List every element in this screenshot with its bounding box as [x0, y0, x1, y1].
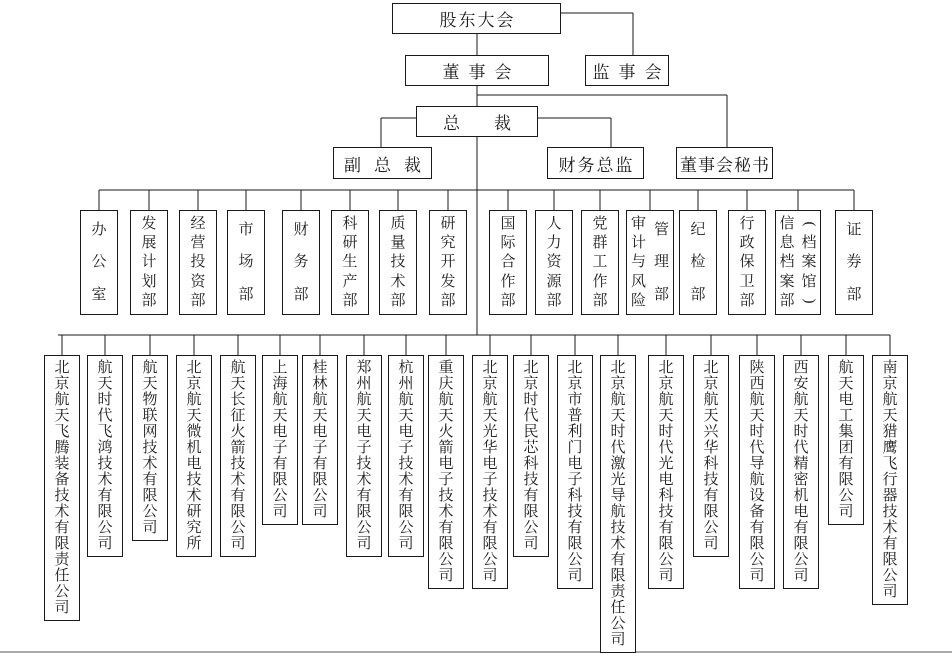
supervisory-board-box: [585, 55, 669, 86]
department-box: [728, 210, 766, 315]
company-box: [648, 355, 684, 589]
scan-edge-artifact: [0, 651, 952, 653]
department-box: [489, 210, 527, 315]
vertical-text-column: 郑 州 航 天 电 子 技 术 有 限 公 司: [356, 360, 372, 552]
company-box: [176, 355, 212, 557]
department-box: [679, 210, 717, 315]
vertical-text-column: 航 天 物 联 网 技 术 有 限 公 司: [142, 360, 158, 536]
vertical-text-column: 科 研 生 产 部: [342, 215, 358, 310]
company-box: [600, 355, 636, 653]
vertical-text-column: 北 京 航 天 兴 华 科 技 有 限 公 司: [703, 360, 719, 552]
vertical-text-column: 研 究 开 发 部: [440, 215, 456, 310]
company-box: [513, 355, 549, 557]
company-box: [428, 355, 464, 589]
company-box: [87, 355, 123, 557]
vertical-text-column: 桂 林 航 天 电 子 有 限 公 司: [312, 360, 328, 520]
vertical-text-column: 办 公 室: [91, 222, 107, 303]
company-box: [44, 355, 80, 621]
vertical-text-column: 航 天 长 征 火 箭 技 术 有 限 公 司: [230, 360, 246, 552]
vertical-text-column: 市 场 部: [238, 222, 254, 303]
vertical-text-column: 国 际 合 作 部: [500, 215, 516, 310]
company-box: [132, 355, 168, 541]
vertical-text-column: 审 计 与 风 险: [630, 215, 646, 310]
department-box: [626, 210, 674, 315]
vertical-text-column: 西 安 航 天 时 代 精 密 机 电 有 限 公 司: [793, 360, 809, 584]
vertical-text-column: 杭 州 航 天 电 子 技 术 有 限 公 司: [398, 360, 414, 552]
vertical-text-column: 信 息 档 案 部: [779, 215, 795, 310]
department-box: [130, 210, 168, 315]
department-box: [331, 210, 369, 315]
department-box: [835, 210, 873, 315]
department-box: [80, 210, 118, 315]
department-box: [227, 210, 265, 315]
company-box: [557, 355, 593, 589]
department-box: [775, 210, 821, 315]
company-box: [262, 355, 298, 525]
board-of-directors-label: 董事会: [442, 63, 521, 82]
vertical-text-column: 北 京 航 天 光 华 电 子 技 术 有 限 公 司: [482, 360, 498, 584]
vertical-text-column: 北 京 时 代 民 芯 科 技 有 限 公 司: [523, 360, 539, 552]
board-of-directors-box: [405, 55, 549, 86]
vertical-text-column: 发 展 计 划 部: [141, 215, 157, 310]
vertical-text-column: ( 档 案 馆 ): [801, 221, 817, 304]
supervisory-board-label: 监事会: [592, 63, 671, 82]
vertical-text-column: 证 券 部: [846, 222, 862, 303]
department-box: [429, 210, 467, 315]
vice-president-label: 副总裁: [344, 155, 434, 175]
company-box: [472, 355, 508, 589]
company-box: [739, 355, 775, 589]
department-box: [581, 210, 619, 315]
company-box: [693, 355, 729, 557]
company-box: [302, 355, 338, 525]
vertical-text-column: 航 天 电 工 集 团 有 限 公 司: [838, 360, 854, 520]
vertical-text-column: 北 京 航 天 时 代 光 电 科 技 有 限 公 司: [658, 360, 674, 584]
company-box: [346, 355, 382, 557]
shareholders-meeting-label: 股东大会: [439, 11, 516, 30]
vertical-text-column: 北 京 航 天 时 代 激 光 导 航 技 术 有 限 责 任 公 司: [610, 360, 626, 648]
vertical-text-column: 陕 西 航 天 时 代 导 航 设 备 有 限 公 司: [749, 360, 765, 584]
vertical-text-column: 质 量 技 术 部: [390, 215, 406, 310]
finance-director-box: [547, 147, 644, 179]
company-box: [388, 355, 424, 557]
finance-director-label: 财务总监: [558, 155, 635, 175]
vice-president-box: [333, 147, 432, 179]
vertical-text-column: 北 京 航 天 飞 腾 装 备 技 术 有 限 责 任 公 司: [54, 360, 70, 616]
vertical-text-column: 财 务 部: [293, 222, 309, 303]
vertical-text-column: 纪 检 部: [690, 222, 706, 303]
department-box: [179, 210, 217, 315]
company-box: [220, 355, 256, 557]
department-box: [282, 210, 320, 315]
vertical-text-column: 行 政 保 卫 部: [739, 215, 755, 310]
vertical-text-column: 人 力 资 源 部: [546, 215, 562, 310]
vertical-text-column: 上 海 航 天 电 子 有 限 公 司: [272, 360, 288, 520]
vertical-text-column: 党 群 工 作 部: [592, 215, 608, 310]
vertical-text-column: 南 京 航 天 猎 鹰 飞 行 器 技 术 有 限 公 司: [882, 360, 898, 600]
vertical-text-column: 北 京 航 天 微 机 电 技 术 研 究 所: [186, 360, 202, 552]
board-secretary-label: 董事会秘书: [680, 155, 770, 175]
department-box: [379, 210, 417, 315]
company-box: [872, 355, 908, 605]
vertical-text-column: 航 天 时 代 飞 鸿 技 术 有 限 公 司: [97, 360, 113, 552]
company-box: [828, 355, 864, 525]
vertical-text-column: 北 京 市 普 利 门 电 子 科 技 有 限 公 司: [567, 360, 583, 584]
board-secretary-box: [676, 147, 773, 179]
company-box: [783, 355, 819, 589]
vertical-text-column: 管 理 部: [653, 222, 669, 303]
president-label: 总裁: [443, 114, 545, 133]
department-box: [535, 210, 573, 315]
shareholders-meeting-box: [392, 3, 561, 34]
vertical-text-column: 经 营 投 资 部: [190, 215, 206, 310]
vertical-text-column: 重 庆 航 天 火 箭 电 子 技 术 有 限 公 司: [438, 360, 454, 584]
president-box: [416, 106, 545, 137]
